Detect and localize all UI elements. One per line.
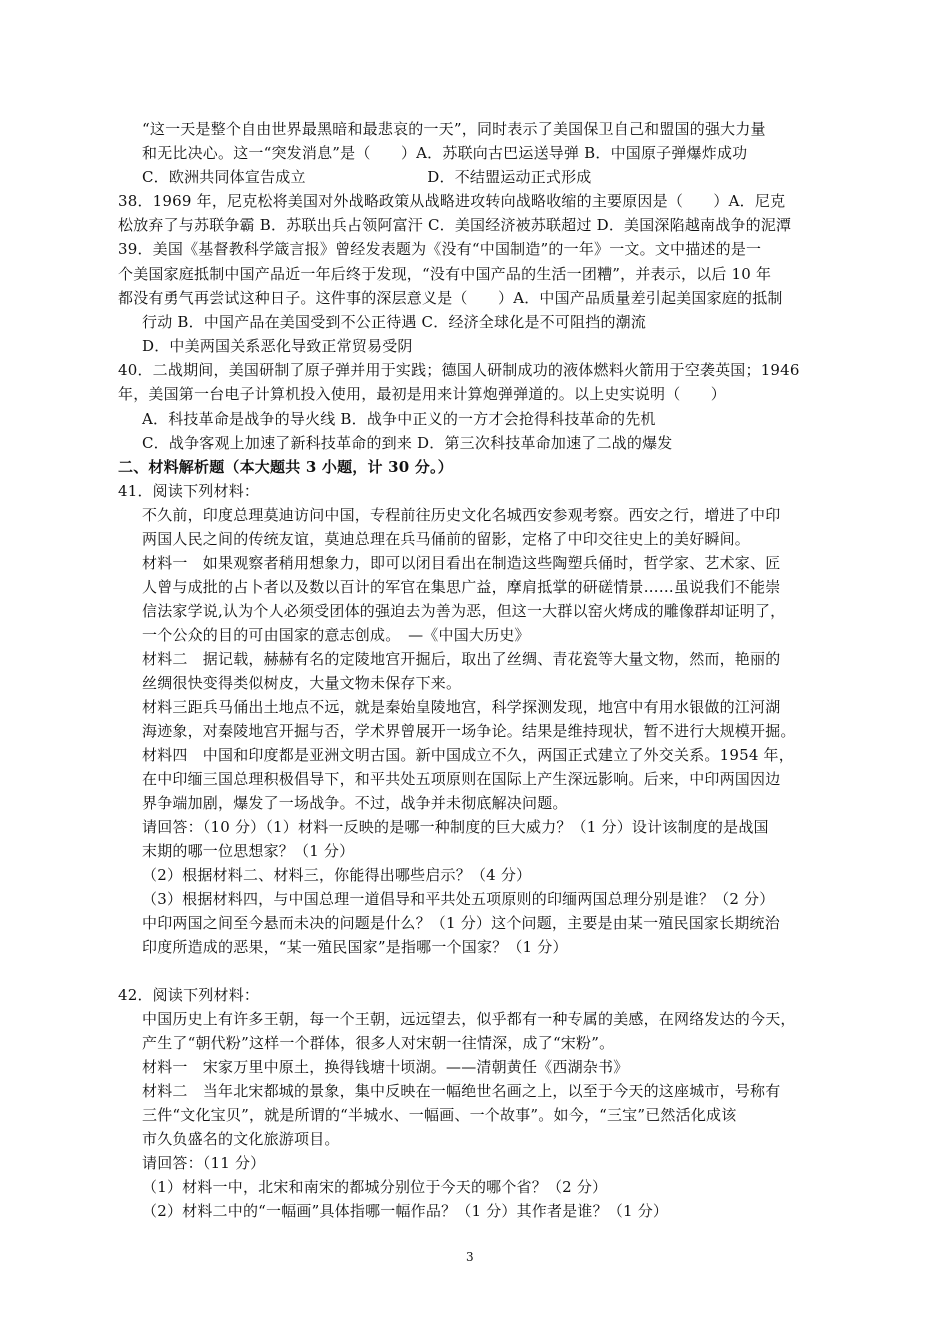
text-line: 一个公众的目的可由国家的意志创成。 —《中国大历史》 (142, 626, 530, 644)
text-line: 请回答：（11 分） (142, 1154, 266, 1172)
text-line: 三件“文化宝贝”，就是所谓的“半城水、一幅画、一个故事”。如今，“三宝”已然活化成该 (142, 1106, 737, 1124)
text-line: 在中印缅三国总理积极倡导下，和平共处五项原则在国际上产生深远影响。后来，中印两国因边 (142, 770, 781, 788)
text-line: 材料二 当年北宋都城的景象，集中反映在一幅绝世名画之上，以至于今天的这座城市，号称有 (142, 1082, 781, 1100)
question-heading: 42．阅读下列材料： (118, 986, 260, 1004)
section-heading: 二、材料解析题（本大题共 3 小题，计 30 分。） (118, 458, 453, 476)
text-line: 39．美国《基督教科学箴言报》曾经发表题为《没有“中国制造”的一年》一文。文中描述的是一 (118, 240, 762, 258)
text-line: C．欧洲共同体宣告成立 D．不结盟运动正式形成 (142, 168, 592, 186)
text-line: 和无比决心。这一“突发消息”是（ ）A．苏联向古巴运送导弹 B．中国原子弹爆炸成功 (142, 144, 748, 162)
text-line: 印度所造成的恶果，“某一殖民国家”是指哪一个国家？（1 分） (142, 938, 568, 956)
question-heading: 41．阅读下列材料： (118, 482, 260, 500)
text-line: 个美国家庭抵制中国产品近一年后终于发现，“没有中国产品的生活一团糟”，并表示，以后 10 年 (118, 265, 772, 283)
text-line: 38．1969 年，尼克松将美国对外战略政策从战略进攻转向战略收缩的主要原因是（ ）A．尼克 (118, 192, 786, 210)
text-line: 丝绸很快变得类似树皮，大量文物未保存下来。 (142, 674, 462, 692)
text-line: 市久负盛名的文化旅游项目。 (142, 1130, 340, 1148)
text-line: （3）根据材料四，与中国总理一道倡导和平共处五项原则的印缅两国总理分别是谁？（2 分） (142, 890, 775, 908)
text-line: 界争端加剧，爆发了一场战争。不过，战争并未彻底解决问题。 (142, 794, 568, 812)
text-line: 40．二战期间，美国研制了原子弹并用于实践；德国人研制成功的液体燃料火箭用于空袭英国；1946 (118, 361, 800, 379)
text-line: 产生了“朝代粉”这样一个群体，很多人对宋朝一往情深，成了“宋粉”。 (142, 1034, 615, 1052)
text-line: （1）材料一中，北宋和南宋的都城分别位于今天的哪个省？（2 分） (142, 1178, 608, 1196)
text-line: 材料一 如果观察者稍用想象力，即可以闭目看出在制造这些陶塑兵俑时，哲学家、艺术家、匠 (142, 554, 781, 572)
text-line: 海迹象，对秦陵地宫开掘与否，学术界曾展开一场争论。结果是维持现状，暂不进行大规模开掘。 (142, 722, 796, 740)
text-line: 材料二 据记载，赫赫有名的定陵地宫开掘后，取出了丝绸、青花瓷等大量文物，然而，艳丽的 (142, 650, 781, 668)
text-line: （2）材料二中的“一幅画”具体指哪一幅作品？（1 分）其作者是谁？（1 分） (142, 1202, 669, 1220)
text-line: 材料四 中国和印度都是亚洲文明古国。新中国成立不久，两国正式建立了外交关系。1954 年， (142, 746, 794, 764)
text-line: 末期的哪一位思想家？（1 分） (142, 842, 355, 860)
text-line: 松放弃了与苏联争霸 B．苏联出兵占领阿富汗 C．美国经济被苏联超过 D．美国深陷越南战争的泥潭 (118, 216, 792, 234)
text-line: C．战争客观上加速了新科技革命的到来 D．第三次科技革命加速了二战的爆发 (142, 434, 673, 452)
text-line: 信法家学说,认为个人必须受团体的强迫去为善为恶，但这一大群以窑火烤成的雕像群却证明了， (142, 602, 786, 620)
text-line: 材料三距兵马俑出土地点不远，就是秦始皇陵地宫，科学探测发现，地宫中有用水银做的江河湖 (142, 698, 781, 716)
text-line: （2）根据材料二、材料三，你能得出哪些启示？（4 分） (142, 866, 532, 884)
text-line: 中印两国之间至今悬而未决的问题是什么？（1 分）这个问题，主要是由某一殖民国家长期统治 (142, 914, 780, 932)
text-line: A．科技革命是战争的导火线 B．战争中正义的一方才会抢得科技革命的先机 (142, 410, 656, 428)
text-line: 行动 B．中国产品在美国受到不公正待遇 C．经济全球化是不可阻挡的潮流 (142, 313, 647, 331)
text-line: 请回答：（10 分）（1）材料一反映的是哪一种制度的巨大威力？（1 分）设计该制度的是战国 (142, 818, 769, 836)
text-line: 中国历史上有许多王朝，每一个王朝，远远望去，似乎都有一种专属的美感，在网络发达的今天， (142, 1010, 796, 1028)
page-number: 3 (466, 1250, 474, 1264)
text-line: D．中美两国关系恶化导致正常贸易受阴 (142, 337, 413, 355)
text-line: 两国人民之间的传统友谊，莫迪总理在兵马俑前的留影，定格了中印交往史上的美好瞬间。 (142, 530, 751, 548)
text-line: 不久前，印度总理莫迪访问中国，专程前往历史文化名城西安参观考察。西安之行，增进了中印 (142, 506, 781, 524)
text-line: 年，美国第一台电子计算机投入使用，最初是用来计算炮弹弹道的。以上史实说明（ ） (118, 385, 727, 403)
text-line: 材料一 宋家万里中原土，换得钱塘十顷湖。——清朝黄任《西湖杂书》 (142, 1058, 629, 1076)
text-line: “这一天是整个自由世界最黑暗和最悲哀的一天”，同时表示了美国保卫自己和盟国的强大力量 (142, 120, 766, 138)
text-line: 都没有勇气再尝试这种日子。这件事的深层意义是（ ）A．中国产品质量差引起美国家庭的抵制 (118, 289, 783, 307)
text-line: 人曾与成批的占卜者以及数以百计的军官在集思广益，摩肩抵掌的研磋情景……虽说我们不能崇 (142, 578, 781, 596)
